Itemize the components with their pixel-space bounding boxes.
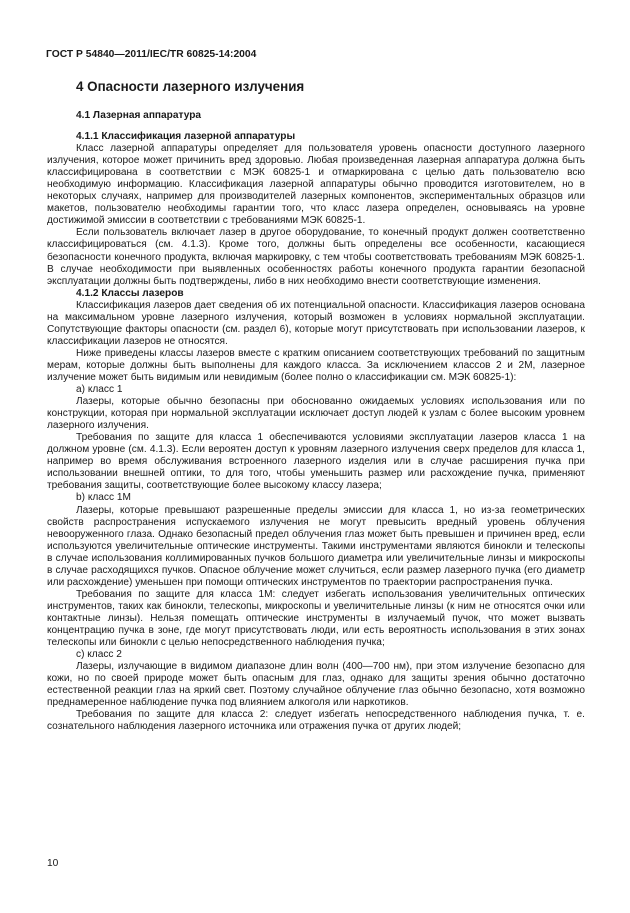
class-1m-label: b) класс 1M xyxy=(76,492,131,504)
subsection-title-4-1-2: 4.1.2 Классы лазеров xyxy=(76,287,184,299)
paragraph: Класс лазерной аппаратуры определяет для пользователя уровень опасности доступного лазерного излучения, которое может причинить вред здоровью. Любая произведенная лазерная аппаратура должна быть классифицирована в соответствии с МЭК 60825-1 и отмаркирована с целью дать пользователю всю необходимую информацию. Классификация лазерной аппаратуры обычно проводится изготовителем, но в некоторых случаях, например для производителей лазерных компонентов, экспериментальных образцов или макетов, пользователю необходимы гарантии того, что класс лазера определен, основываясь на уровне достижимой эмиссии в соответствии с требованиями МЭК 60825-1. xyxy=(47,143,585,227)
subsection-title-4-1-1: 4.1.1 Классификация лазерной аппаратуры xyxy=(76,131,296,143)
class-2-description: Лазеры, излучающие в видимом диапазоне длин волн (400—700 нм), при этом излучение безопасно для кожи, но по своей природе может быть опасным для глаз, однако для защиты зрения обычно достаточно естественной реакции глаз на яркий свет. Поэтому случайное облучение глаз обычно безопасно, хотя возможно преднамеренное наблюдение пучка под влиянием алкоголя или наркотиков. xyxy=(47,661,585,709)
class-1-label: a) класс 1 xyxy=(76,384,123,396)
paragraph: Ниже приведены классы лазеров вместе с кратким описанием соответствующих требований по защитным мерам, которые должны быть выполнены для каждого класса. За исключением классов 2 и 2M, лазерное излучение может быть видимым или невидимым (более полно о классификации см. МЭК 60825-1): xyxy=(47,347,585,383)
subsection-title-4-1: 4.1 Лазерная аппаратура xyxy=(76,110,202,121)
class-1-description: Лазеры, которые обычно безопасны при обоснованно ожидаемых условиях использования или по конструкции, которая при нормальной эксплуатации исключает доступ людей к узлам с более высоким уровнем лазерного излучения. xyxy=(47,396,585,432)
paragraph: Если пользователь включает лазер в другое оборудование, то конечный продукт должен соответственно классифицироваться (см. 4.1.3). Кроме того, должны быть определены все особенности, касающиеся безопасности конечного продукта, включая маркировку, с тем чтобы соответствовать требованиям МЭК 60825-1. В случае необходимости при выявленных особенностях работы конечного продукта гарантии безопасной эксплуатации должны быть подтверждены, либо в них необходимо внести соответствующие изменения. xyxy=(47,227,585,287)
page-number: 10 xyxy=(47,858,59,869)
paragraph: Классификация лазеров дает сведения об их потенциальной опасности. Классификация лазеров основана на максимальном уровне лазерного излучения, который возможен в условиях нормальной эксплуатации. Сопутствующие факторы опасности (см. раздел 6), которые могут присутствовать при использовании лазеров, к классификации лазеров не относятся. xyxy=(47,299,585,347)
class-1-protection: Требования по защите для класса 1 обеспечиваются условиями эксплуатации лазеров класса 1 на должном уровне (см. 4.1.3). Если вероятен доступ к уровням лазерного излучения сверх пределов для класса 1, например во время обслуживания встроенного лазерного изделия или в случае расширения пучка при использовании внешней оптики, то для того, чтобы уменьшить размер или расхождение пучка, применяют требования защиты, соответствующие более высокому классу лазера; xyxy=(47,432,585,492)
class-2-label: c) класс 2 xyxy=(76,649,122,661)
page-body xyxy=(47,110,585,733)
class-1m-description: Лазеры, которые превышают разрешенные пределы эмиссии для класса 1, но из-за геометрических свойств распространения испускаемого излучения не могут превысить вредный уровень облучения невооруженного глаза. Однако безопасный предел облучения глаз может быть превышен и причинен вред, если используются увеличительные оптические инструменты. Такими инструментами являются бинокли и телескопы в случае использования коллимированных пучков большого диаметра или увеличительные линзы и микроскопы в случае расходящихся пучков. Опасное облучение может случиться, если размер лазерного пучка (его диаметр или расхождение) уменьшен при помощи оптических инструментов по траектории распространения пучка. xyxy=(47,504,585,588)
class-2-protection: Требования по защите для класса 2: следует избегать непосредственного наблюдения пучка, т. е. сознательного наблюдения лазерного источника или отражения пучка от других людей; xyxy=(47,709,585,733)
class-1m-protection: Требования по защите для класса 1M: следует избегать использования увеличительных оптических инструментов, таких как бинокли, телескопы, микроскопы и увеличительные линзы (к ним не относятся очки или контактные линзы). Нельзя помещать оптические инструменты в излучаемый пучок, что может вызвать концентрацию пучка в зоне, где могут присутствовать люди, или есть вероятность использования в этих зонах телескопы или бинокли с целью непосредственного наблюдения пучка; xyxy=(47,588,585,649)
section-title: 4 Опасности лазерного излучения xyxy=(76,79,305,94)
standard-header: ГОСТ Р 54840—2011/IEC/TR 60825-14:2004 xyxy=(46,49,257,60)
